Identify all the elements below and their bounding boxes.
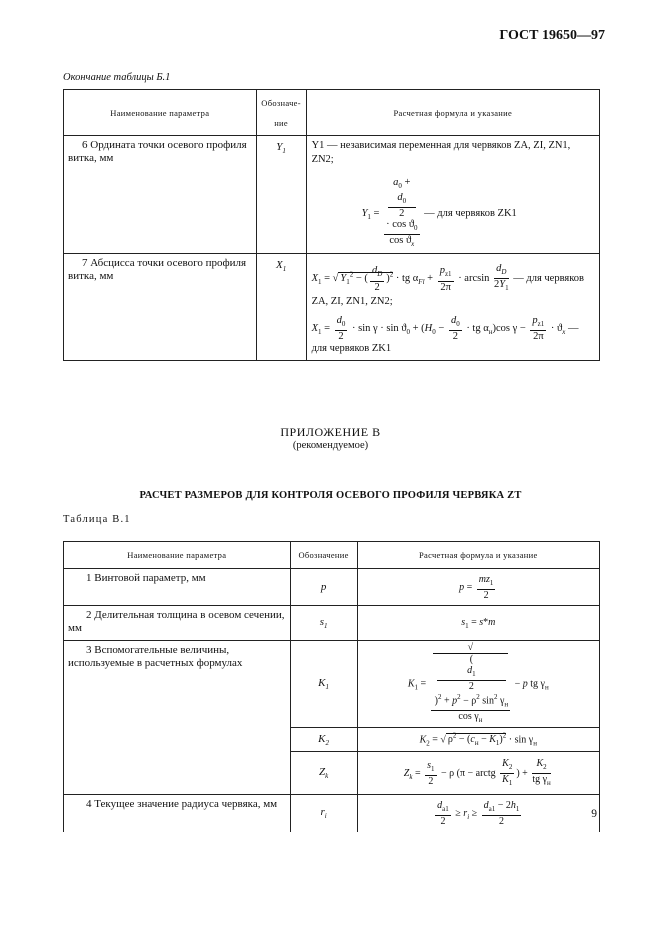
param-symbol: $X_1$ [256,254,306,361]
table-header-row [64,542,600,569]
param-symbol: $K_1$ [290,641,357,728]
table-v1 [63,541,600,832]
col-header-name: Наименование параметра [64,90,257,136]
page-number: 9 [591,808,597,820]
col-header-name: Наименование параметра [64,542,291,569]
formula-tail: — для червяков ZA, ZI, ZN1, ZN2; [311,273,585,307]
param-formula [306,254,599,361]
table-row [64,254,600,361]
table-continuation-caption: Окончание таблицы Б.1 [63,72,171,83]
param-name: 1 Винтовой параметр, мм [64,569,291,606]
param-name: 2 Делительная толщина в осевом сечении, мм [64,606,291,641]
document-code: ГОСТ 19650—97 [499,28,605,43]
table-row [64,641,600,728]
formula-abscissa-zk1: $X_1$ = $\frac{d_0}{2}$ · $\sin \gamma \cdot \sin ϑ_0 + (H_0$ − $\frac{d_0}{2}$ · tg $\alpha_н)\cos$ γ − $\frac{p_{z1}}{2\pi}$ · $ϑ_x$ — для червяков ZK1 [311,314,579,354]
table-header-row [64,90,600,136]
param-name: 7 Абсцисса точки осевого профиля витка, мм [64,254,257,361]
param-formula: $s_1 = s*m$ [357,606,599,641]
param-name: 3 Вспомогательные величины, используемые в расчетных формулах [64,641,291,795]
formula-text: Y1 — независимая переменная для червяков ZA, ZI, ZN1, ZN2; [311,140,571,165]
formula-tail: — для червяков ZK1 [311,322,579,354]
table-row [64,136,600,254]
table-label: Таблица В.1 [63,514,131,525]
formula-abscissa-za: $X_1$ = √ $Y_1^2$ − ( $\frac{d_D}{2}$ )$^2$ · tg $\alpha_{Fl}$ + $\frac{p_{z1}}{2\pi}$ · arcsin $\frac{d_D}{2Y_1}$ — для червяков ZA, ZI, ZN1, ZN2; [311,263,585,307]
param-formula: $\frac{d_{a1}}{2}$ ≥ $r_i$ ≥ $\frac{d_{a1} - 2h_1}{2}$ [357,795,599,832]
col-header-formula: Расчетная формула и указание [306,90,599,136]
param-symbol: $K_2$ [290,728,357,752]
param-formula: $K_2$ = √ $\rho^2 - (c_н - K_1)^2 \cdot \sin \gamma_н$ [357,728,599,752]
appendix-subtitle: (рекомендуемое) [292,440,369,451]
param-symbol: p [290,569,357,606]
col-header-symbol: Обозначение [290,542,357,569]
table-b1 [63,89,600,361]
param-symbol: $Y_1$ [256,136,306,254]
table-row [64,569,600,606]
section-title: РАСЧЕТ РАЗМЕРОВ ДЛЯ КОНТРОЛЯ ОСЕВОГО ПРОФИЛЯ ЧЕРВЯКА ZT [139,490,522,501]
formula-tail: — для червяков ZK1 [424,208,517,220]
param-name: 4 Текущее значение радиуса червяка, мм [64,795,291,832]
col-header-symbol: Обозначе-ние [256,90,306,136]
col-header-formula: Расчетная формула и указание [357,542,599,569]
param-symbol: $r_i$ [290,795,357,832]
param-symbol: $Z_k$ [290,752,357,795]
table-row [64,606,600,641]
param-formula: $Z_k$ = $\frac{s_1}{2}$ − ρ (π − arctg $\frac{K_2}{K_1}$ ) + $\frac{K_2}{tg \gamma_н}$ [357,752,599,795]
param-formula: p = $\frac{mz_1}{2}$ [357,569,599,606]
formula-ordinate-zk1: $Y_1$ = $a_0$ + $d_0$ 2 · $\cos ϑ_0$ $\cos ϑ_x$ — для червяков ZK1 [361,177,517,249]
param-symbol: $s_1$ [290,606,357,641]
param-formula: $K_1$ = √ ( $d_1$ 2 )$^2 + p^2 - \rho^2$ $\sin^2 \gamma_н$ $\cos \gamma_н$ − p tg $\gamma_н$ [357,641,599,728]
table-row [64,795,600,832]
param-name: 6 Ордината точки осевого профиля витка, мм [64,136,257,254]
appendix-title: ПРИЛОЖЕНИЕ В [280,425,381,439]
param-formula [306,136,599,254]
